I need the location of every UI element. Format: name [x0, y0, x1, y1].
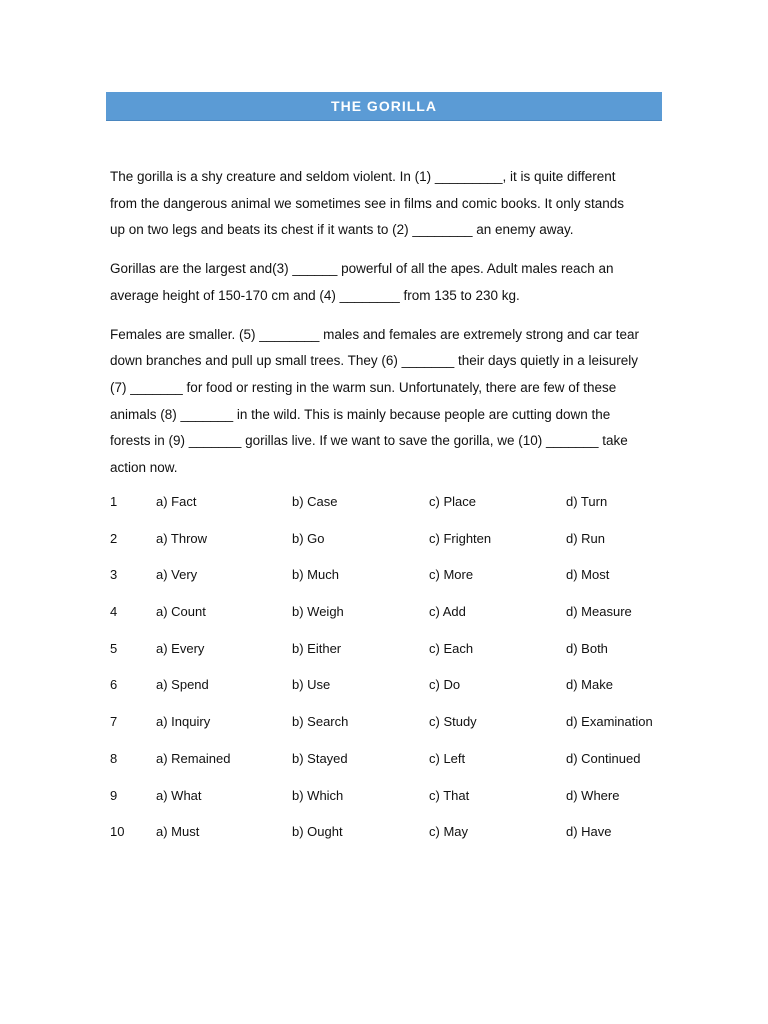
option-d: d) Where — [566, 787, 620, 803]
option-c: c) Left — [429, 750, 466, 766]
option-a: a) Must — [156, 824, 200, 840]
option-c: c) Do — [429, 677, 461, 693]
option-d: d) Examination — [566, 714, 653, 730]
title-bar — [106, 92, 662, 121]
option-d: d) Have — [566, 824, 612, 840]
option-c: c) That — [429, 787, 470, 803]
option-b: b) Which — [292, 787, 344, 803]
option-c: c) Place — [429, 494, 476, 509]
passage-line: animals (8) _______ in the wild. This is mainly because people are cutting down the — [110, 406, 611, 422]
page-title: THE GORILLA — [331, 98, 437, 114]
question-number: 2 — [110, 530, 118, 546]
option-row — [110, 604, 670, 641]
option-d: d) Most — [566, 567, 610, 583]
option-b: b) Ought — [292, 824, 343, 840]
option-a: a) Inquiry — [156, 714, 211, 730]
option-row — [110, 824, 670, 861]
passage-line: average height of 150-170 cm and (4) ________ from 135 to 230 kg. — [110, 287, 520, 303]
question-number: 3 — [110, 567, 118, 583]
option-a: a) Count — [156, 604, 206, 620]
option-d: d) Both — [566, 640, 608, 656]
option-d: d) Make — [566, 677, 613, 693]
option-row — [110, 714, 670, 751]
passage-line: action now. — [110, 460, 178, 476]
option-row — [110, 788, 670, 825]
option-row — [110, 567, 670, 604]
option-row — [110, 751, 670, 788]
option-b: b) Use — [292, 677, 331, 693]
question-number: 7 — [110, 714, 118, 730]
passage-line: forests in (9) _______ gorillas live. If we want to save the gorilla, we (10) _______ take — [110, 433, 628, 449]
option-a: a) Spend — [156, 677, 209, 693]
option-a: a) Very — [156, 567, 198, 583]
passage-paragraph — [110, 322, 662, 482]
option-a: a) Every — [156, 640, 205, 656]
option-a: a) Fact — [156, 494, 197, 509]
passage-paragraph — [110, 164, 662, 244]
passage-line: (7) _______ for food or resting in the warm sun. Unfortunately, there are few of these — [110, 379, 617, 395]
option-row — [110, 677, 670, 714]
passage-paragraph — [110, 256, 662, 309]
option-a: a) Throw — [156, 530, 208, 546]
passage-line: The gorilla is a shy creature and seldom violent. In (1) _________, it is quite different — [110, 169, 616, 184]
question-number: 6 — [110, 677, 118, 693]
option-c: c) May — [429, 824, 468, 840]
passage-line: from the dangerous animal we sometimes see in films and comic books. It only stands — [110, 195, 624, 211]
question-number: 4 — [110, 604, 118, 620]
option-d: d) Turn — [566, 494, 608, 509]
option-row — [110, 531, 670, 568]
option-c: c) Each — [429, 640, 474, 656]
option-row — [110, 641, 670, 678]
option-a: a) Remained — [156, 750, 231, 766]
passage-line: Gorillas are the largest and(3) ______ powerful of all the apes. Adult males reach an — [110, 261, 614, 277]
option-row — [110, 494, 670, 531]
question-number: 10 — [110, 824, 125, 840]
option-d: d) Continued — [566, 750, 641, 766]
option-c: c) Frighten — [429, 530, 492, 546]
options-list — [110, 494, 670, 861]
option-b: b) Search — [292, 714, 349, 730]
option-b: b) Either — [292, 640, 342, 656]
passage-line: up on two legs and beats its chest if it wants to (2) ________ an enemy away. — [110, 222, 574, 238]
option-b: b) Much — [292, 567, 339, 583]
option-c: c) Study — [429, 714, 477, 730]
option-d: d) Measure — [566, 604, 632, 620]
option-c: c) More — [429, 567, 474, 583]
option-a: a) What — [156, 787, 202, 803]
option-b: b) Case — [292, 494, 338, 509]
passage-line: down branches and pull up small trees. They (6) _______ their days quietly in a leisurely — [110, 353, 639, 369]
option-c: c) Add — [429, 604, 466, 620]
option-b: b) Weigh — [292, 604, 344, 620]
question-number: 9 — [110, 787, 118, 803]
passage — [110, 164, 662, 494]
option-d: d) Run — [566, 530, 606, 546]
option-b: b) Stayed — [292, 750, 348, 766]
passage-line: Females are smaller. (5) ________ males and females are extremely strong and car tear — [110, 326, 640, 342]
question-number: 1 — [110, 494, 118, 509]
question-number: 5 — [110, 640, 118, 656]
question-number: 8 — [110, 750, 118, 766]
option-b: b) Go — [292, 530, 325, 546]
